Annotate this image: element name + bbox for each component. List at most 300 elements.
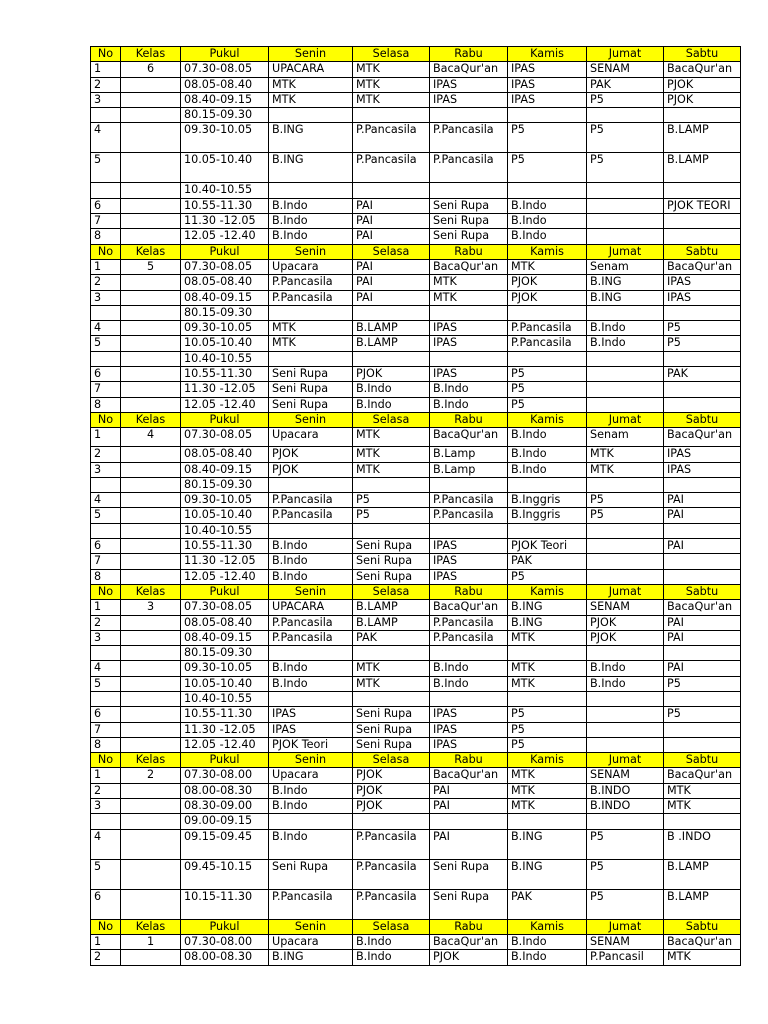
cell-kamis — [508, 351, 587, 366]
cell-no: 8 — [91, 569, 121, 584]
cell-pukul: 09.45-10.15 — [181, 859, 269, 889]
header-kamis: Kamis — [508, 244, 587, 259]
cell-rabu: P.Pancasila — [430, 630, 508, 645]
cell-selasa — [353, 108, 430, 123]
cell-selasa: PAI — [353, 259, 430, 274]
table-row — [91, 768, 741, 783]
cell-no: 1 — [91, 934, 121, 949]
table-row — [91, 539, 741, 554]
cell-pukul: 10.40-10.55 — [181, 691, 269, 706]
cell-jumat: PAK — [587, 77, 664, 92]
cell-kelas — [121, 447, 181, 462]
table-row — [91, 447, 741, 462]
table-row — [91, 950, 741, 965]
cell-no — [91, 523, 121, 538]
cell-jumat — [587, 523, 664, 538]
cell-pukul: 10.05-10.40 — [181, 508, 269, 523]
cell-sabtu: PAI — [664, 630, 741, 645]
header-kelas: Kelas — [121, 412, 181, 427]
cell-kamis: P5 — [508, 569, 587, 584]
table-row — [91, 829, 741, 859]
cell-pukul: 10.55-11.30 — [181, 707, 269, 722]
header-kamis: Kamis — [508, 412, 587, 427]
cell-selasa: P.Pancasila — [353, 829, 430, 859]
cell-senin: Upacara — [269, 428, 353, 447]
cell-rabu: IPAS — [430, 367, 508, 382]
cell-kelas — [121, 198, 181, 213]
table-row — [91, 676, 741, 691]
cell-no: 7 — [91, 722, 121, 737]
cell-rabu: B.Indo — [430, 661, 508, 676]
cell-no: 8 — [91, 229, 121, 244]
cell-pukul: 11.30 -12.05 — [181, 722, 269, 737]
cell-jumat: B.ING — [587, 290, 664, 305]
cell-selasa: Seni Rupa — [353, 554, 430, 569]
cell-jumat — [587, 183, 664, 198]
cell-rabu: B.Lamp — [430, 462, 508, 477]
cell-selasa — [353, 814, 430, 829]
cell-jumat: SENAM — [587, 768, 664, 783]
cell-pukul: 08.05-08.40 — [181, 615, 269, 630]
table-row — [91, 214, 741, 229]
cell-pukul: 10.40-10.55 — [181, 351, 269, 366]
cell-jumat: P5 — [587, 493, 664, 508]
table-row — [91, 600, 741, 615]
cell-kelas — [121, 305, 181, 320]
cell-rabu: PAI — [430, 783, 508, 798]
cell-no: 6 — [91, 707, 121, 722]
header-kelas: Kelas — [121, 753, 181, 768]
cell-no: 3 — [91, 290, 121, 305]
cell-selasa: Seni Rupa — [353, 539, 430, 554]
cell-pukul: 10.05-10.40 — [181, 676, 269, 691]
cell-sabtu: PAI — [664, 508, 741, 523]
cell-rabu: IPAS — [430, 737, 508, 752]
cell-sabtu — [664, 382, 741, 397]
cell-pukul: 08.40-09.15 — [181, 92, 269, 107]
cell-sabtu — [664, 569, 741, 584]
cell-sabtu: IPAS — [664, 462, 741, 477]
cell-kamis: PJOK Teori — [508, 539, 587, 554]
cell-jumat: B.Indo — [587, 321, 664, 336]
header-rabu: Rabu — [430, 753, 508, 768]
header-selasa: Selasa — [353, 919, 430, 934]
cell-jumat — [587, 737, 664, 752]
cell-senin: P.Pancasila — [269, 275, 353, 290]
header-sabtu: Sabtu — [664, 584, 741, 599]
header-selasa: Selasa — [353, 584, 430, 599]
header-pukul: Pukul — [181, 584, 269, 599]
cell-sabtu: P5 — [664, 321, 741, 336]
cell-pukul: 12.05 -12.40 — [181, 397, 269, 412]
header-senin: Senin — [269, 753, 353, 768]
cell-kelas — [121, 382, 181, 397]
table-row — [91, 889, 741, 919]
cell-kamis: P5 — [508, 382, 587, 397]
cell-pukul: 08.05-08.40 — [181, 77, 269, 92]
cell-sabtu — [664, 523, 741, 538]
cell-kelas — [121, 737, 181, 752]
cell-kelas: 1 — [121, 934, 181, 949]
cell-pukul: 12.05 -12.40 — [181, 569, 269, 584]
table-row — [91, 646, 741, 661]
cell-no — [91, 646, 121, 661]
cell-pukul: 09.30-10.05 — [181, 493, 269, 508]
cell-kamis — [508, 691, 587, 706]
table-row — [91, 183, 741, 198]
cell-selasa: PJOK — [353, 768, 430, 783]
table-row — [91, 799, 741, 814]
cell-selasa — [353, 523, 430, 538]
cell-kelas — [121, 92, 181, 107]
cell-senin: P.Pancasila — [269, 615, 353, 630]
cell-jumat: B.Indo — [587, 661, 664, 676]
header-row — [91, 753, 741, 768]
cell-selasa — [353, 183, 430, 198]
cell-kamis: B.Indo — [508, 198, 587, 213]
cell-kamis: B.Indo — [508, 229, 587, 244]
cell-kamis: P5 — [508, 123, 587, 153]
cell-senin — [269, 108, 353, 123]
cell-pukul: 08.30-09.00 — [181, 799, 269, 814]
table-row — [91, 259, 741, 274]
cell-senin: IPAS — [269, 707, 353, 722]
cell-sabtu: P5 — [664, 336, 741, 351]
cell-jumat: B.INDO — [587, 783, 664, 798]
cell-kamis — [508, 108, 587, 123]
cell-kelas — [121, 462, 181, 477]
header-jumat: Jumat — [587, 584, 664, 599]
cell-selasa: P.Pancasila — [353, 123, 430, 153]
table-row — [91, 153, 741, 183]
cell-selasa: B.LAMP — [353, 336, 430, 351]
cell-no: 4 — [91, 321, 121, 336]
cell-sabtu: MTK — [664, 783, 741, 798]
header-selasa: Selasa — [353, 244, 430, 259]
cell-sabtu: B.LAMP — [664, 153, 741, 183]
cell-kamis: B.ING — [508, 615, 587, 630]
cell-senin: B.Indo — [269, 661, 353, 676]
cell-selasa — [353, 646, 430, 661]
cell-kelas — [121, 676, 181, 691]
cell-sabtu: B .INDO — [664, 829, 741, 859]
table-row — [91, 691, 741, 706]
cell-no: 7 — [91, 382, 121, 397]
cell-pukul: 09.30-10.05 — [181, 661, 269, 676]
cell-kelas — [121, 554, 181, 569]
cell-pukul: 10.55-11.30 — [181, 198, 269, 213]
cell-kamis: P5 — [508, 737, 587, 752]
cell-selasa — [353, 351, 430, 366]
cell-kelas: 6 — [121, 62, 181, 77]
cell-kelas — [121, 859, 181, 889]
cell-kamis: B.Indo — [508, 462, 587, 477]
cell-selasa: B.Indo — [353, 397, 430, 412]
table-row — [91, 477, 741, 492]
cell-senin: Seni Rupa — [269, 367, 353, 382]
cell-kamis: P5 — [508, 707, 587, 722]
cell-no — [91, 814, 121, 829]
cell-selasa: MTK — [353, 447, 430, 462]
table-row — [91, 108, 741, 123]
cell-selasa: PAI — [353, 275, 430, 290]
header-jumat: Jumat — [587, 244, 664, 259]
cell-kamis: PAK — [508, 889, 587, 919]
table-row — [91, 814, 741, 829]
cell-no: 6 — [91, 889, 121, 919]
header-kelas: Kelas — [121, 244, 181, 259]
cell-pukul: 10.40-10.55 — [181, 523, 269, 538]
cell-kelas — [121, 707, 181, 722]
header-senin: Senin — [269, 244, 353, 259]
cell-selasa: B.Indo — [353, 382, 430, 397]
cell-kamis: MTK — [508, 630, 587, 645]
cell-selasa: B.LAMP — [353, 615, 430, 630]
cell-rabu: MTK — [430, 275, 508, 290]
cell-jumat: B.ING — [587, 275, 664, 290]
cell-rabu: Seni Rupa — [430, 889, 508, 919]
cell-rabu — [430, 477, 508, 492]
cell-pukul: 10.05-10.40 — [181, 336, 269, 351]
cell-no: 2 — [91, 950, 121, 965]
table-row — [91, 462, 741, 477]
cell-senin: MTK — [269, 321, 353, 336]
cell-sabtu — [664, 814, 741, 829]
header-pukul: Pukul — [181, 47, 269, 62]
cell-sabtu: B.LAMP — [664, 889, 741, 919]
cell-kamis: B.Indo — [508, 934, 587, 949]
cell-sabtu: PAI — [664, 493, 741, 508]
cell-jumat — [587, 382, 664, 397]
cell-kamis: B.ING — [508, 600, 587, 615]
table-row — [91, 859, 741, 889]
cell-no: 3 — [91, 92, 121, 107]
cell-kamis: MTK — [508, 259, 587, 274]
cell-kamis: MTK — [508, 676, 587, 691]
cell-jumat — [587, 691, 664, 706]
table-row — [91, 321, 741, 336]
cell-kelas — [121, 77, 181, 92]
cell-sabtu: BacaQur'an — [664, 934, 741, 949]
header-pukul: Pukul — [181, 919, 269, 934]
cell-pukul: 08.05-08.40 — [181, 447, 269, 462]
cell-pukul: 07.30-08.05 — [181, 62, 269, 77]
cell-jumat — [587, 554, 664, 569]
table-row — [91, 493, 741, 508]
cell-sabtu: BacaQur'an — [664, 259, 741, 274]
cell-senin: Seni Rupa — [269, 382, 353, 397]
cell-kamis: B.Inggris — [508, 508, 587, 523]
cell-senin: B.Indo — [269, 783, 353, 798]
cell-kelas — [121, 321, 181, 336]
cell-pukul: 07.30-08.00 — [181, 934, 269, 949]
table-row — [91, 554, 741, 569]
cell-sabtu — [664, 351, 741, 366]
cell-kamis — [508, 814, 587, 829]
table-row — [91, 428, 741, 447]
cell-rabu: BacaQur'an — [430, 428, 508, 447]
table-row — [91, 397, 741, 412]
cell-no — [91, 305, 121, 320]
header-senin: Senin — [269, 412, 353, 427]
cell-selasa: B.LAMP — [353, 321, 430, 336]
cell-kamis: P.Pancasila — [508, 336, 587, 351]
cell-no — [91, 691, 121, 706]
header-pukul: Pukul — [181, 753, 269, 768]
cell-rabu: BacaQur'an — [430, 62, 508, 77]
cell-rabu — [430, 351, 508, 366]
cell-rabu — [430, 646, 508, 661]
cell-kamis: MTK — [508, 799, 587, 814]
header-no: No — [91, 753, 121, 768]
cell-sabtu — [664, 108, 741, 123]
cell-no: 6 — [91, 539, 121, 554]
cell-kamis: P5 — [508, 722, 587, 737]
cell-jumat — [587, 569, 664, 584]
cell-jumat: P5 — [587, 829, 664, 859]
cell-pukul: 09.30-10.05 — [181, 123, 269, 153]
cell-sabtu — [664, 214, 741, 229]
cell-kamis — [508, 183, 587, 198]
cell-pukul: 08.40-09.15 — [181, 630, 269, 645]
cell-senin: PJOK Teori — [269, 737, 353, 752]
cell-sabtu: PAK — [664, 367, 741, 382]
header-sabtu: Sabtu — [664, 244, 741, 259]
header-row — [91, 919, 741, 934]
cell-kamis — [508, 305, 587, 320]
cell-sabtu: BacaQur'an — [664, 768, 741, 783]
cell-sabtu — [664, 737, 741, 752]
table-row — [91, 783, 741, 798]
cell-kelas — [121, 523, 181, 538]
table-row — [91, 737, 741, 752]
cell-pukul: 10.55-11.30 — [181, 539, 269, 554]
cell-kelas — [121, 123, 181, 153]
cell-sabtu: PAI — [664, 539, 741, 554]
header-kamis: Kamis — [508, 47, 587, 62]
cell-pukul: 80.15-09.30 — [181, 646, 269, 661]
cell-senin: B.ING — [269, 153, 353, 183]
cell-no: 4 — [91, 493, 121, 508]
cell-selasa: MTK — [353, 428, 430, 447]
cell-sabtu: IPAS — [664, 447, 741, 462]
cell-jumat — [587, 707, 664, 722]
cell-pukul: 10.55-11.30 — [181, 367, 269, 382]
cell-jumat: MTK — [587, 447, 664, 462]
cell-no: 5 — [91, 153, 121, 183]
table-row — [91, 198, 741, 213]
cell-selasa: PJOK — [353, 783, 430, 798]
cell-pukul: 08.05-08.40 — [181, 275, 269, 290]
cell-no: 1 — [91, 600, 121, 615]
cell-kamis: IPAS — [508, 62, 587, 77]
header-jumat: Jumat — [587, 47, 664, 62]
cell-senin: B.Indo — [269, 229, 353, 244]
header-sabtu: Sabtu — [664, 47, 741, 62]
header-kamis: Kamis — [508, 919, 587, 934]
cell-senin — [269, 183, 353, 198]
cell-jumat: P5 — [587, 92, 664, 107]
schedule-table — [90, 46, 741, 966]
cell-kamis: P5 — [508, 153, 587, 183]
cell-selasa: PAI — [353, 198, 430, 213]
cell-kelas — [121, 630, 181, 645]
table-row — [91, 508, 741, 523]
cell-kelas — [121, 508, 181, 523]
cell-kamis: B.ING — [508, 859, 587, 889]
cell-selasa: MTK — [353, 62, 430, 77]
cell-kelas — [121, 814, 181, 829]
cell-no: 2 — [91, 77, 121, 92]
cell-kelas — [121, 493, 181, 508]
header-pukul: Pukul — [181, 244, 269, 259]
header-sabtu: Sabtu — [664, 412, 741, 427]
header-selasa: Selasa — [353, 412, 430, 427]
cell-pukul: 11.30 -12.05 — [181, 382, 269, 397]
cell-rabu: B.Lamp — [430, 447, 508, 462]
cell-selasa: PAI — [353, 290, 430, 305]
cell-rabu — [430, 691, 508, 706]
cell-sabtu — [664, 229, 741, 244]
cell-rabu: BacaQur'an — [430, 768, 508, 783]
header-rabu: Rabu — [430, 412, 508, 427]
cell-jumat: P5 — [587, 123, 664, 153]
cell-selasa — [353, 691, 430, 706]
cell-sabtu: PAI — [664, 615, 741, 630]
cell-senin: IPAS — [269, 722, 353, 737]
cell-kelas — [121, 397, 181, 412]
cell-kamis — [508, 646, 587, 661]
header-pukul: Pukul — [181, 412, 269, 427]
cell-jumat — [587, 214, 664, 229]
cell-no: 5 — [91, 508, 121, 523]
cell-kelas: 3 — [121, 600, 181, 615]
cell-sabtu — [664, 397, 741, 412]
cell-no: 7 — [91, 554, 121, 569]
cell-selasa: PAI — [353, 214, 430, 229]
cell-kamis: MTK — [508, 783, 587, 798]
cell-kamis: PJOK — [508, 275, 587, 290]
header-row — [91, 584, 741, 599]
table-row — [91, 290, 741, 305]
cell-rabu: Seni Rupa — [430, 198, 508, 213]
cell-sabtu: PJOK TEORI — [664, 198, 741, 213]
cell-jumat: B.Indo — [587, 676, 664, 691]
cell-senin: P.Pancasila — [269, 508, 353, 523]
header-no: No — [91, 47, 121, 62]
cell-jumat: B.INDO — [587, 799, 664, 814]
cell-jumat — [587, 305, 664, 320]
cell-kelas — [121, 351, 181, 366]
cell-senin: P.Pancasila — [269, 889, 353, 919]
cell-kelas — [121, 646, 181, 661]
cell-pukul: 07.30-08.05 — [181, 600, 269, 615]
cell-senin — [269, 691, 353, 706]
cell-rabu: P.Pancasila — [430, 508, 508, 523]
cell-kelas — [121, 569, 181, 584]
cell-senin: Upacara — [269, 259, 353, 274]
header-no: No — [91, 244, 121, 259]
cell-jumat — [587, 722, 664, 737]
cell-jumat: Senam — [587, 428, 664, 447]
cell-senin: MTK — [269, 77, 353, 92]
table-row — [91, 351, 741, 366]
cell-kelas — [121, 367, 181, 382]
cell-senin: B.Indo — [269, 829, 353, 859]
cell-no: 7 — [91, 214, 121, 229]
header-kamis: Kamis — [508, 584, 587, 599]
cell-pukul: 10.05-10.40 — [181, 153, 269, 183]
